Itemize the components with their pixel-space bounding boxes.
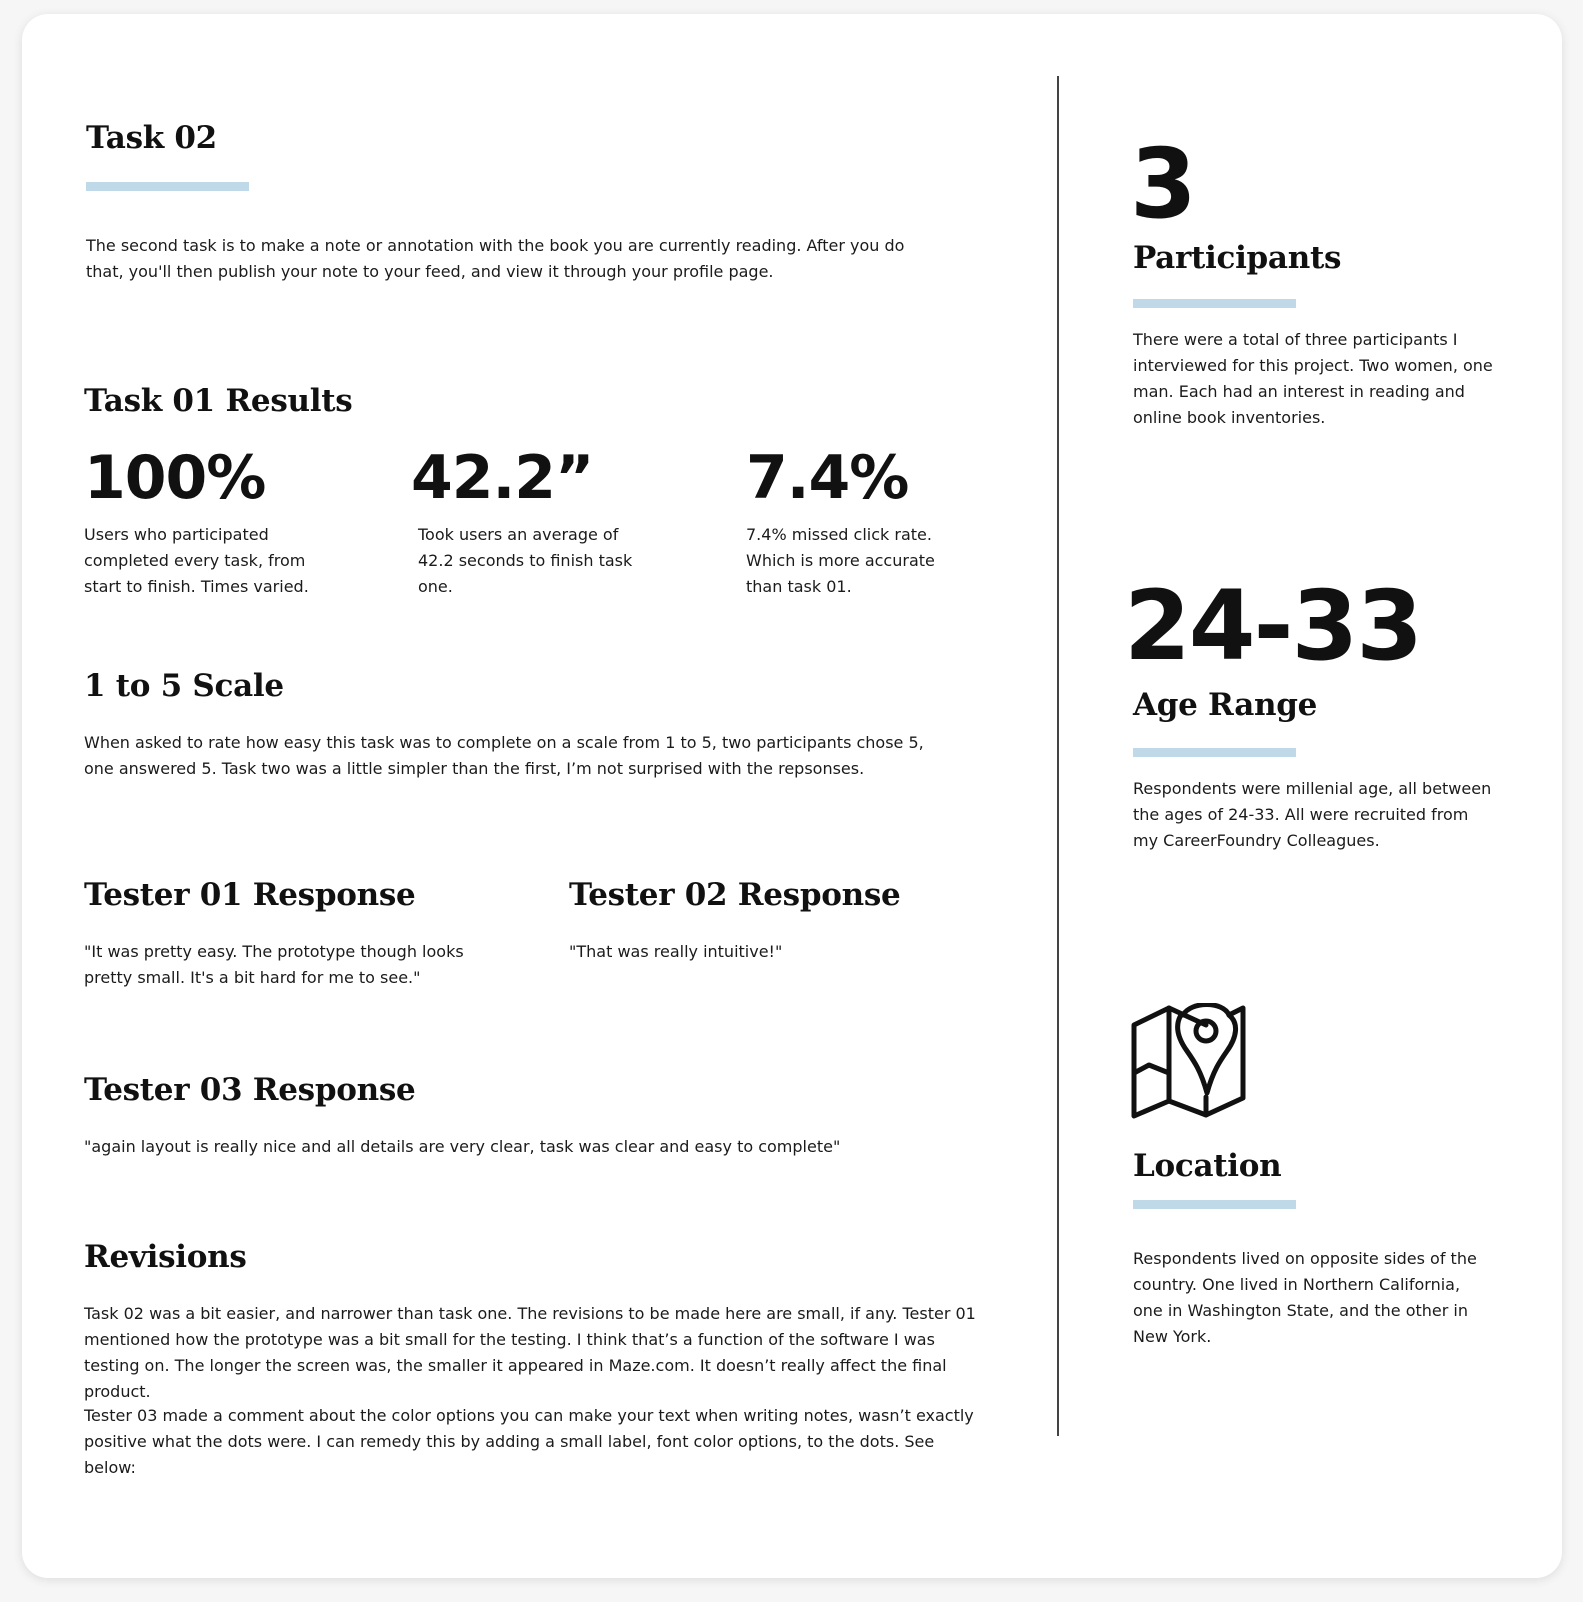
stat-caption: Took users an average of 42.2 seconds to finish task one.: [418, 525, 633, 596]
column-divider: [1057, 76, 1059, 1436]
revisions-paragraph: Tester 03 made a comment about the color options you can make your text when writing notes, wasn’t exactly positive what the dots were. I can remedy this by adding a small label, font color options, to the dots. See below:: [84, 1406, 974, 1477]
stat-value: 42.2”: [411, 443, 594, 513]
tester-01-quote: "It was pretty easy. The prototype though looks pretty small. It's a bit hard for me to see.": [84, 942, 464, 987]
tester-02-title: Tester 02 Response: [569, 877, 901, 913]
stat-missed-click: [746, 443, 1006, 600]
location-underline: [1133, 1200, 1296, 1209]
stat-average-time: [411, 443, 671, 600]
scale-title: 1 to 5 Scale: [84, 668, 284, 704]
tester-01-title: Tester 01 Response: [84, 877, 416, 913]
scale-text: When asked to rate how easy this task was to complete on a scale from 1 to 5, two participants chose 5, one answered 5. Task two was a little simpler than the first, I’m not surprised with the repsonses.: [84, 733, 924, 778]
location-title: Location: [1133, 1148, 1282, 1184]
tester-03-title: Tester 03 Response: [84, 1072, 416, 1108]
task-title-underline: [86, 182, 249, 191]
age-range-title: Age Range: [1133, 687, 1318, 723]
stat-caption: 7.4% missed click rate. Which is more accurate than task 01.: [746, 525, 935, 596]
tester-03-quote: "again layout is really nice and all details are very clear, task was clear and easy to complete": [84, 1137, 841, 1156]
age-range-underline: [1133, 748, 1296, 757]
age-range-number: 24-33: [1124, 570, 1422, 682]
tester-02-quote: "That was really intuitive!": [569, 942, 783, 961]
task-description: The second task is to make a note or annotation with the book you are currently reading. After you do that, you'll then publish your note to your feed, and view it through your profile page.: [86, 236, 905, 281]
age-range-text: Respondents were millenial age, all between the ages of 24-33. All were recruited from my CareerFoundry Colleagues.: [1133, 779, 1492, 850]
task-title: Task 02: [86, 120, 217, 156]
map-pin-icon: [1131, 1003, 1247, 1119]
participants-text: There were a total of three participants I interviewed for this project. Two women, one man. Each had an interest in reading and online book inventories.: [1133, 330, 1493, 427]
stat-caption: Users who participated completed every task, from start to finish. Times varied.: [84, 525, 309, 596]
participants-underline: [1133, 299, 1296, 308]
stat-value: 100%: [84, 443, 266, 513]
location-text: Respondents lived on opposite sides of the country. One lived in Northern California, one in Washington State, and the other in New York.: [1133, 1249, 1477, 1346]
revisions-title: Revisions: [84, 1239, 247, 1275]
revisions-paragraph: Task 02 was a bit easier, and narrower than task one. The revisions to be made here are small, if any. Tester 01 mentioned how the prototype was a bit small for the testing. I think that’s a function of the software I was testing on. The longer the screen was, the smaller it appeared in Maze.com. It doesn’t really affect the final product.: [84, 1304, 976, 1401]
participants-title: Participants: [1133, 240, 1342, 276]
stat-completion: [84, 443, 344, 600]
results-title: Task 01 Results: [84, 383, 353, 419]
stat-value: 7.4%: [746, 443, 909, 513]
participants-number: 3: [1130, 128, 1197, 240]
